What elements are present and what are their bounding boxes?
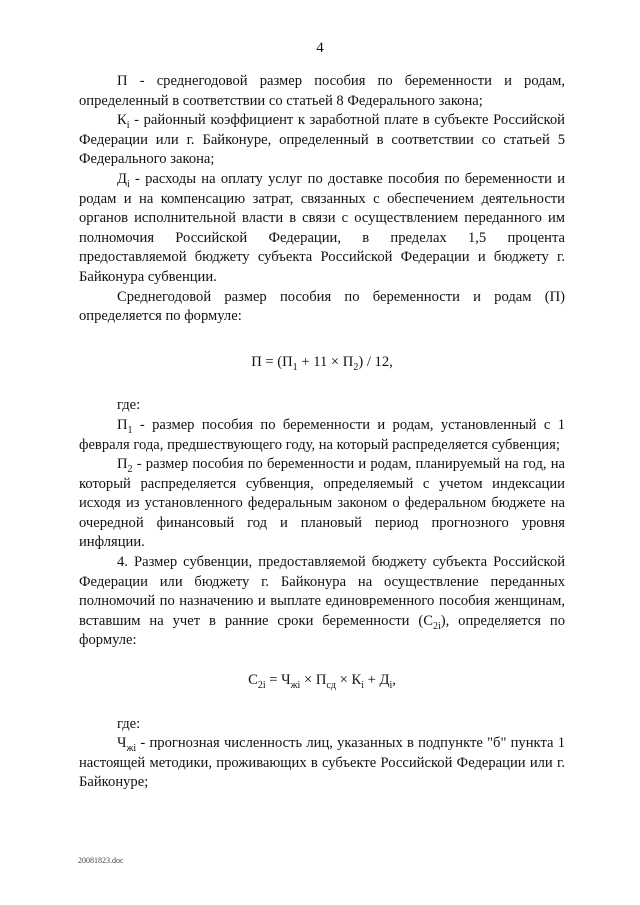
definition-ch: $Ч_{жi}$ - прогнозная численность лиц, указанных в подпункте "б" пункта 1 настоящей методики, проживающих в субъекте Российской Федерации или г. Байконуре; [79,735,565,791]
document-body [79,72,565,793]
where-label-2: где: [117,715,141,732]
page-number: 4 [316,40,324,56]
where-label-1: где: [117,397,141,414]
footer-filename: 20081823.doc [78,856,124,865]
formula1-intro: Среднегодовой размер пособия по беременности и родам (П) определяется по формуле: [79,288,565,325]
definition-p2: $П_2$ - размер пособия по беременности и родам, планируемый на год, на который распределяется субвенция, определяемый с учетом индексации исходя из установленного федеральным законом о федеральном бюджете на очередной финансовый год и плановый период прогнозного уровня инфляции. [79,456,565,551]
definition-d: $Д_i$ - расходы на оплату услуг по доставке пособия по беременности и родам и на компенсацию затрат, связанных с обеспечением деятельности органов исполнительной власти в связи с осуществлением переданного им полномочия Российской Федерации, в пределах 1,5 процента предоставляемой бюджету субъекта Российской Федерации и бюджету г. Байконура субвенции. [79,170,565,285]
formula-1: $П = (П_1 + 11 \times П_2) / 12$, [251,353,393,373]
definition-k: $К_i$ - районный коэффициент к заработной плате в субъекте Российской Федерации или г. Байконуре, определенный в соответствии со статьей 5 Федерального закона; [79,112,565,168]
definition-p1: $П_1$ - размер пособия по беременности и родам, установленный с 1 февраля года, предшествующего году, на который распределяется субвенция; [79,416,565,453]
definition-p: П - среднегодовой размер пособия по беременности и родам, определенный в соответствии со статьей 8 Федерального закона; [79,73,565,109]
section-4: 4. Размер субвенции, предоставляемой бюджету субъекта Российской Федерации или бюджету г. Байконура на осуществление переданных полномочий по назначению и выплате единовременного пособия женщинам, вставшим на учет в ранние сроки беременности $(С_{2i})$, определяется по формуле: [79,554,565,649]
formula-2: $С_{2i} = Ч_{жi} \times П_{сд} \times К_i + Д_i$, [248,672,396,691]
